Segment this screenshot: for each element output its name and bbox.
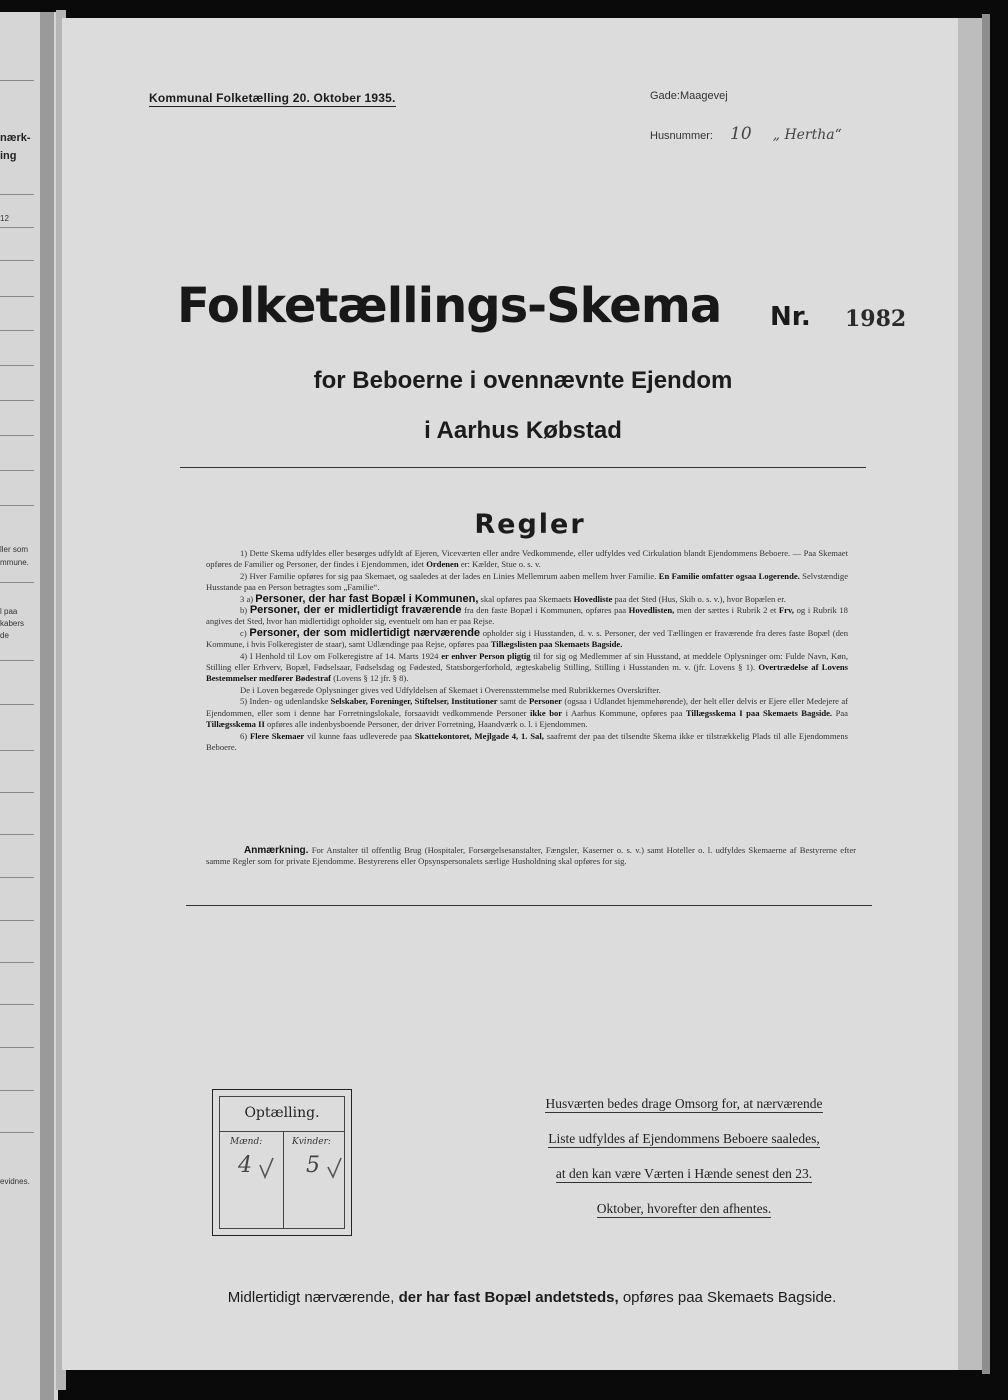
form-rule <box>0 80 34 81</box>
tally-title: Optælling. <box>244 1105 320 1121</box>
form-rule <box>0 400 34 401</box>
women-label: Kvinder: <box>292 1137 331 1147</box>
form-number-value: 1982 <box>845 306 907 332</box>
tally-divider <box>220 1131 344 1132</box>
form-rule <box>0 365 34 366</box>
form-rule <box>0 194 34 195</box>
form-rule <box>0 1047 34 1048</box>
notice-line: Oktober, hvorefter den afhentes. <box>596 1201 772 1216</box>
house-number-line <box>650 124 842 144</box>
rule-4b: De i Loven begærede Oplysninger gives ved Udfyldelsen af Skemaet i Overensstemmelse med Rubrikkernes Overskrifter. <box>240 684 661 695</box>
rules-heading: Regler <box>474 509 586 540</box>
form-rule <box>0 962 34 963</box>
page-edge <box>40 12 54 1400</box>
remark <box>206 845 856 868</box>
form-subtitle: for Beboerne i ovennævnte Ejendom <box>313 367 733 394</box>
rule-6: 6) Flere Skemaer vil kunne faas udleverede paa Skattekontoret, Mejlgade 4, 1. Sal, saafremt der paa det tilsendte Skema ikke er tilstrækkelig Plads til alle Ejendommens Beboere. <box>206 730 849 752</box>
form-rule <box>0 704 34 705</box>
form-rule <box>0 792 34 793</box>
house-number-label: Husnummer: <box>650 130 713 142</box>
left-page-fragment: nærk- <box>0 132 31 144</box>
tally-column-divider <box>283 1131 284 1228</box>
rule-2: 2) Hver Familie opføres for sig paa Skemaet, og saaledes at der lades en Linies Mellemrum aaben mellem hver Familie. En Familie omfatter ogsaa Logerende. Selvstændige Husstande paa en Person betragtes som „Familie“. <box>206 570 849 593</box>
men-label: Mænd: <box>230 1137 263 1147</box>
notice-line: Liste udfyldes af Ejendommens Beboere saaledes, <box>548 1131 820 1146</box>
remark-text: For Anstalter til offentlig Brug (Hospitaler, Forsørgelsesanstalter, Fængsler, Kaserner o. s. v.) samt Hoteller o. l. udfyldes Skemaerne af Bestyrerne efter samme Regler som for private Ejendomme. Bestyrerens eller Opsynspersonalets særlige Husholdning skal opføres for sig. <box>206 845 856 867</box>
left-page-fragment: mmune. <box>0 558 29 567</box>
tally-box <box>212 1089 352 1236</box>
form-rule <box>0 330 34 331</box>
form-rule <box>0 1004 34 1005</box>
census-heading: Kommunal Folketælling 20. Oktober 1935. <box>149 91 396 105</box>
rule-3a: 3 a) Personer, der har fast Bopæl i Kommunen, skal opføres paa Skemaets Hovedliste paa det Sted (Hus, Skib o. s. v.), hvor Bopælen er. <box>240 592 786 605</box>
left-page-fragment: evidnes. <box>0 1177 30 1186</box>
tick-mark-icon <box>258 1155 276 1181</box>
rules-text <box>206 548 848 753</box>
remark-label: Anmærkning. <box>244 845 309 856</box>
form-rule <box>0 750 34 751</box>
form-rule <box>0 505 34 506</box>
left-page-fragment: ller som <box>0 545 29 554</box>
form-rule <box>0 260 34 261</box>
form-title: Folketællings-Skema <box>177 278 722 334</box>
women-count: 5 <box>306 1153 320 1178</box>
left-page-fragment: 12 <box>0 214 9 223</box>
form-rule <box>0 582 34 583</box>
form-rule <box>0 877 34 878</box>
form-rule <box>0 920 34 921</box>
tally-inner-frame <box>219 1096 345 1229</box>
street-label: Gade: <box>650 90 680 102</box>
house-number-value: 10 <box>730 124 752 144</box>
divider <box>186 905 872 906</box>
form-rule <box>0 1090 34 1091</box>
men-count: 4 <box>238 1153 252 1178</box>
notice-line: Husværten bedes drage Omsorg for, at nærværende <box>545 1096 823 1111</box>
left-facing-page <box>0 12 58 1400</box>
form-rule <box>0 470 34 471</box>
street-value: Maagevej <box>679 90 728 102</box>
form-number-label: Nr. <box>770 302 811 332</box>
rule-3b: b) Personer, der er midlertidigt fraværende fra den faste Bopæl i Kommunen, opføres paa Hovedlisten, men der sættes i Rubrik 2 et Frv, og i Rubrik 18 angives det Sted, hvor han midlertidigt opholder sig, eventuelt om han er paa Rejse. <box>206 604 848 627</box>
form-rule <box>0 834 34 835</box>
page-shadow <box>982 14 990 1374</box>
left-page-fragment: kabers <box>0 619 25 628</box>
rule-1: 1) Dette Skema udfyldes eller besørges udfyldt af Ejeren, Viceværten eller andre Vedkommende, eller udfyldes ved Cirkulation blandt Ejendommens Beboere. — Paa Skemaet opføres de Familier og Personer, der findes i Ejendommen, idet Ordenen er: Kælder, Stue o. s. v. <box>206 548 848 570</box>
form-rule <box>0 227 34 228</box>
form-subtitle-city: i Aarhus Købstad <box>424 417 622 444</box>
tick-mark-icon <box>326 1155 344 1181</box>
notice-line: at den kan være Værten i Hænde senest den 23. <box>555 1166 813 1181</box>
divider <box>180 467 866 468</box>
rule-3c: c) Personer, der som midlertidigt nærværende opholder sig i Husstanden, d. v. s. Personer, der ved Tællingen er fraværende fra deres faste Bopæl (den Kommune, i hvis Folkeregister de staar), samt Udlændinge paa Rejse, opføres paa Tillægslisten paa Skemaets Bagside. <box>206 626 848 650</box>
house-name: „ Hertha“ <box>772 127 842 143</box>
left-page-fragment: l paa <box>0 607 18 616</box>
form-rule <box>0 660 34 661</box>
rule-5: 5) Inden- og udenlandske Selskaber, Foreninger, Stiftelser, Institutioner samt de Personer (ogsaa i Udlandet hjemmehørende), der helt eller delvis er Ejere eller Medejere af Ejendommen, eller som i denne har Forretningslokale, forsaavidt vedkommende Personer ikke bor i Aarhus Kommune, opføres paa Tillægsskema I paa Skemaets Bagside. Paa Tillægsskema II opføres alle indenbysboende Personer, der driver Forretning, Haandværk o. l. i Ejendommen. <box>206 696 849 730</box>
street-line <box>650 90 728 102</box>
left-page-fragment: ing <box>0 150 17 162</box>
form-rule <box>0 1132 34 1133</box>
form-rule <box>0 296 34 297</box>
left-page-fragment: de <box>0 631 9 640</box>
footer-note: Midlertidigt nærværende, der har fast Bopæl andetsteds, opføres paa Skemaets Bagside. <box>227 1289 837 1306</box>
rule-4: 4) I Henhold til Lov om Folkeregistre af 14. Marts 1924 er enhver Person pligtig til for sig og Medlemmer af sin Husstand, at meddele Oplysninger om: Fulde Navn, Køn, Stilling eller Erhverv, Bopæl, Fødselsaar, Fødselsdag og Fødested, Statsborgerforhold, ægteskabelig Stilling, Stilling i Husstanden m. v. (jfr. Lovens § 1). Overtrædelse af Lovens Bestemmelser medfører Bødestraf (Lovens § 12 jfr. § 8). <box>206 650 849 684</box>
